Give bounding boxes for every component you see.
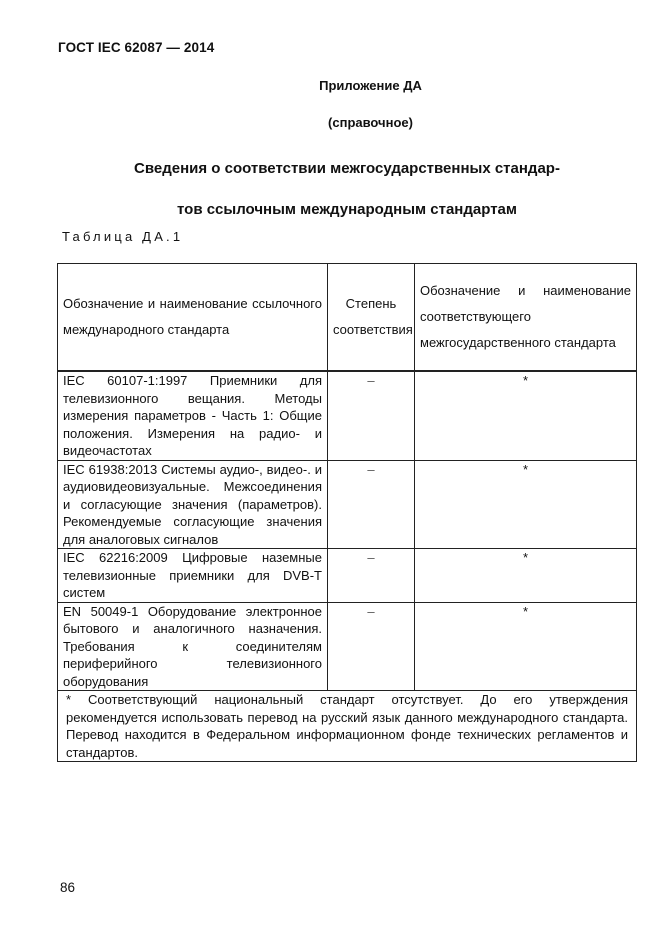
appendix-kind: (справочное)	[328, 115, 413, 130]
row-standard: IEC 62216:2009 Цифровые наземные телевизионные приемники для DVB-T систем	[58, 549, 328, 603]
table-footnote-row	[58, 691, 637, 762]
table-caption: Таблица ДА.1	[62, 229, 184, 244]
row-national: *	[415, 602, 637, 691]
row-standard: IEC 61938:2013 Системы аудио-, видео-. и аудиовидеовизуальные. Межсоединения и согласующие значения (параметров). Рекомендуемые согласующие значения для аналоговых сигналов	[58, 460, 328, 549]
table-header-row	[58, 264, 637, 372]
table-row	[58, 602, 637, 691]
table-row	[58, 549, 637, 603]
correspondence-table	[57, 263, 637, 762]
appendix-heading-line-1: Сведения о соответствии межгосударственных стандар-	[134, 160, 560, 177]
appendix-title: Приложение ДА	[319, 78, 422, 93]
table-footnote: * Соответствующий национальный стандарт отсутствует. До его утверждения рекомендуется использовать перевод на русский язык данного международного стандарта. Перевод находится в Федеральном информационном фонде технических регламентов и стандартов.	[58, 691, 637, 762]
table-row	[58, 460, 637, 549]
header-national-standard: Обозначение и наименование соответствующего межгосударственного стандарта	[415, 264, 637, 372]
header-degree-of-correspondence: Степень соответствия	[328, 264, 415, 372]
document-code: ГОСТ IEC 62087 — 2014	[58, 40, 215, 55]
row-degree: –	[328, 371, 415, 460]
row-degree: –	[328, 602, 415, 691]
row-standard: IEC 60107-1:1997 Приемники для телевизионного вещания. Методы измерения параметров - Часть 1: Общие положения. Измерения на радио- и видеочастотах	[58, 371, 328, 460]
row-national: *	[415, 371, 637, 460]
row-standard: EN 50049-1 Оборудование электронное бытового и аналогичного назначения. Требования к соединителям периферийного телевизионного оборудования	[58, 602, 328, 691]
appendix-heading-line-2: тов ссылочным международным стандартам	[177, 201, 517, 218]
header-referenced-standard: Обозначение и наименование ссылочного международного стандарта	[58, 264, 328, 372]
table-row	[58, 371, 637, 460]
row-national: *	[415, 549, 637, 603]
row-degree: –	[328, 549, 415, 603]
row-national: *	[415, 460, 637, 549]
page-number: 86	[60, 880, 76, 895]
row-degree: –	[328, 460, 415, 549]
appendix-heading	[58, 148, 636, 230]
